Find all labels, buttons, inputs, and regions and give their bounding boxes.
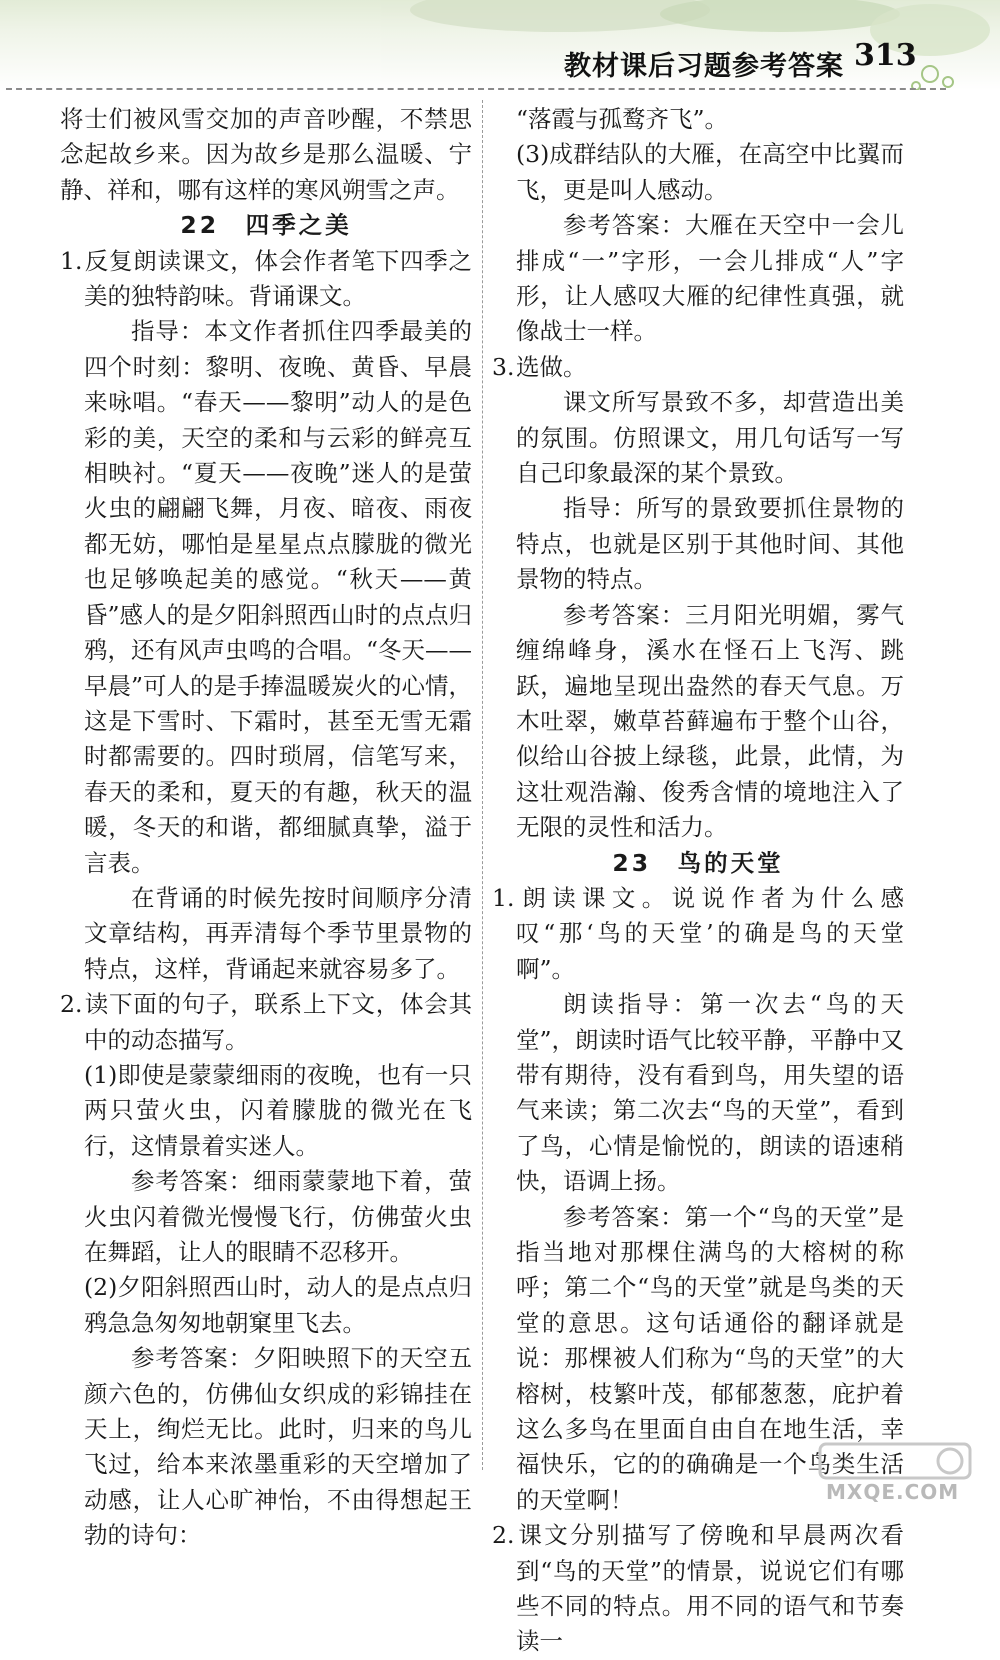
sentence-2: (2)夕阳斜照西山时，动人的是点点归鸦急急匆匆地朝窠里飞去。 (84, 1273, 472, 1337)
page-number: 313 (854, 38, 917, 73)
question-text: 读下面的句子，联系上下文，体会其中的动态描写。 (84, 990, 472, 1054)
question-2 (60, 987, 472, 1058)
right-column (492, 102, 904, 1660)
question-23-1-answer: 参考答案：第一个“鸟的天堂”是指当地对那棵住满鸟的大榕树的称呼；第二个“鸟的天堂”就是鸟类的天堂的意思。这句话通俗的翻译就是说：那棵被人们称为“鸟的天堂”的大榕树，枝繁叶茂，郁郁葱葱，庇护着这么多鸟在里面自由自在地生活，幸福快乐，它的的确确是一个鸟类生活的天堂啊！ (516, 1202, 904, 1514)
section-heading-23: 23 鸟的天堂 (612, 848, 784, 877)
question-3-guidance: 指导：所写的景致要抓住景物的特点，也就是区别于其他时间、其他景物的特点。 (516, 494, 904, 594)
question-text: 课文分别描写了傍晚和早晨两次看到“鸟的天堂”的情景，说说它们有哪些不同的特点。用不同的语气和节奏读一 (516, 1521, 904, 1656)
sentence-1: (1)即使是蒙蒙细雨的夜晚，也有一只两只萤火虫，闪着朦胧的微光在飞行，这情景着实迷人。 (84, 1060, 472, 1160)
question-23-1 (492, 881, 904, 987)
watermark-text: MXQE.COM (826, 1480, 960, 1504)
question-text: 反复朗读课文，体会作者笔下四季之美的独特韵味。背诵课文。 (84, 246, 472, 311)
reading-guidance: 朗读指导：第一次去“鸟的天堂”，朗读时语气比较平静，平静中又带有期待，没有看到鸟，用失望的语气来读；第二次去“鸟的天堂”，看到了鸟，心情是愉悦的，朗读的语速稍快，语调上扬。 (516, 990, 905, 1196)
question-number: 2. (60, 990, 83, 1019)
left-column (60, 102, 472, 1554)
continued-quote: “落霞与孤鹜齐飞”。 (516, 105, 729, 133)
question-text: 朗读课文。说说作者为什么感叹“那‘鸟的天堂’的确是鸟的天堂啊”。 (516, 883, 904, 983)
question-3-answer: 参考答案：三月阳光明媚，雾气缠绵峰身，溪水在怪石上飞泻、跳跃，遍地呈现出盎然的春天气息。万木吐翠，嫩草苔藓遍布于整个山谷，似给山谷披上绿毯，此景，此情，为这壮观浩瀚、俊秀含情的境地注入了无限的灵性和活力。 (516, 600, 904, 842)
page-header (0, 0, 1000, 92)
column-divider (482, 100, 483, 1470)
answer-1: 参考答案：细雨蒙蒙地下着，萤火虫闪着微光慢慢飞行，仿佛萤火虫在舞蹈，让人的眼睛不忍移开。 (84, 1167, 472, 1266)
question-number: 1. (60, 246, 83, 275)
question-3 (492, 350, 904, 385)
recitation-tip: 在背诵的时候先按时间顺序分清文章结构，再弄清每个季节里景物的特点，这样，背诵起来就容易多了。 (84, 883, 472, 983)
question-3-body: 课文所写景致不多，却营造出美的氛围。仿照课文，用几句话写一写自己印象最深的某个景致。 (516, 388, 904, 488)
question-number: 1. (492, 883, 515, 912)
section-heading-22: 22 四季之美 (180, 211, 352, 240)
question-number: 3. (492, 352, 515, 381)
question-number: 2. (492, 1521, 515, 1550)
guidance-paragraph: 指导：本文作者抓住四季最美的四个时刻：黎明、夜晚、黄昏、早晨来咏唱。“春天——黎明”动人的是色彩的美，天空的柔和与云彩的鲜亮互相映衬。“夏天——夜晚”迷人的是萤火虫的翩翩飞舞，月夜、暗夜、雨夜都无妨，哪怕是星星点点朦胧的微光也足够唤起美的感觉。“秋天——黄昏”感人的是夕阳斜照西山时的点点归鸦，还有风声虫鸣的合唱。“冬天——早晨”可人的是手捧温暖炭火的心情，这是下雪时、下霜时，甚至无雪无霜时都需要的。四时琐屑，信笔写来，春天的柔和，夏天的有趣，秋天的温暖，冬天的和谐，都细腻真挚，溢于言表。 (84, 317, 473, 877)
question-1 (60, 244, 472, 315)
sentence-3: (3)成群结队的大雁，在高空中比翼而飞，更是叫人感动。 (516, 140, 904, 204)
header-rule (6, 88, 946, 90)
answer-2: 参考答案：夕阳映照下的天空五颜六色的，仿佛仙女织成的彩锦挂在天上，绚烂无比。此时，归来的鸟儿飞过，给本来浓墨重彩的天空增加了动感，让人心旷神怡，不由得想起王勃的诗句： (84, 1344, 472, 1550)
answer-3: 参考答案：大雁在天空中一会儿排成“一”字形，一会儿排成“人”字形，让人感叹大雁的纪律性真强，就像战士一样。 (516, 211, 904, 346)
watermark (800, 1440, 990, 1506)
continued-paragraph: 将士们被风雪交加的声音吵醒，不禁思念起故乡来。因为故乡是那么温暖、宁静、祥和，哪有这样的寒风朔雪之声。 (60, 105, 472, 204)
header-title: 教材课后习题参考答案 (564, 51, 844, 82)
question-23-2 (492, 1518, 904, 1660)
question-text: 选做。 (516, 352, 587, 381)
